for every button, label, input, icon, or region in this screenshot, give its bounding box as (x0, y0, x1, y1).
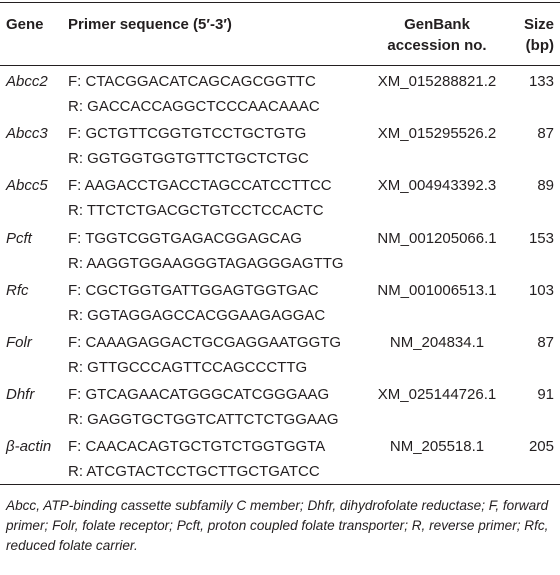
forward-primer: F: CAACACAGTGCTGTCTGGTGGTA (68, 438, 326, 456)
accession-number: NM_001205066.1 (377, 229, 497, 247)
header-size-line2: (bp) (525, 37, 554, 54)
table-bottom-rule (0, 484, 560, 485)
amplicon-size: 205 (528, 438, 554, 456)
header-bottom-rule (0, 65, 560, 66)
forward-primer: F: CGCTGGTGATTGGAGTGGTGAC (68, 281, 319, 299)
gene-name: Dhfr (6, 386, 35, 404)
reverse-primer: R: GACCACCAGGCTCCCAACAAAC (68, 98, 320, 115)
amplicon-size: 87 (537, 334, 554, 351)
accession-number: NM_205518.1 (389, 438, 485, 456)
accession-number: NM_001006513.1 (377, 281, 497, 299)
header-genbank-line1: GenBank (404, 16, 470, 33)
amplicon-size: 91 (537, 386, 554, 404)
amplicon-size: 87 (537, 125, 554, 143)
reverse-primer: R: TTCTCTGACGCTGTCCTCCACTC (68, 202, 324, 220)
forward-primer: F: GTCAGAACATGGGCATCGGGAAG (68, 386, 330, 404)
reverse-primer: R: GTTGCCCAGTTCCAGCCCTTG (68, 359, 308, 376)
table-footnote: Abcc, ATP-binding cassette subfamily C member; Dhfr, dihydrofolate reductase; F, forward primer; Folr, folate receptor; Pcft, proton coupled folate transporter; R, reverse primer; Rfc, reduced folate carrier. (6, 498, 549, 553)
reverse-primer: R: GGTAGGAGCCACGGAAGAGGAC (68, 306, 326, 324)
gene-name: Pcft (6, 229, 32, 247)
accession-number: XM_025144726.1 (377, 386, 497, 404)
amplicon-size: 89 (537, 177, 554, 195)
forward-primer: F: TGGTCGGTGAGACGGAGCAG (68, 229, 302, 247)
accession-number: NM_204834.1 (389, 334, 485, 351)
forward-primer: F: AAGACCTGACCTAGCCATCCTTCC (68, 177, 332, 195)
reverse-primer: R: GGTGGTGGTGTTCTGCTCTGC (68, 150, 309, 168)
table-top-rule (0, 2, 560, 3)
forward-primer: F: GCTGTTCGGTGTCCTGCTGTG (68, 125, 307, 143)
header-size-line1: Size (523, 16, 554, 33)
reverse-primer: R: ATCGTACTCCTGCTTGCTGATCC (68, 463, 320, 481)
forward-primer: F: CAAAGAGGACTGCGAGGAATGGTG (68, 334, 342, 351)
gene-name: Abcc5 (6, 177, 48, 195)
accession-number: XM_004943392.3 (377, 177, 497, 195)
amplicon-size: 103 (528, 281, 554, 299)
reverse-primer: R: GAGGTGCTGGTCATTCTCTGGAAG (68, 411, 339, 429)
accession-number: XM_015295526.2 (377, 125, 497, 143)
gene-name: Abcc3 (6, 125, 48, 143)
amplicon-size: 153 (528, 229, 554, 247)
amplicon-size: 133 (528, 73, 554, 90)
header-gene: Gene (6, 16, 44, 33)
forward-primer: F: CTACGGACATCAGCAGCGGTTC (68, 73, 316, 90)
reverse-primer: R: AAGGTGGAAGGGTAGAGGGAGTTG (68, 254, 344, 272)
header-genbank-line2: accession no. (387, 37, 487, 54)
gene-name: β-actin (6, 438, 52, 456)
gene-name: Folr (6, 334, 32, 351)
header-primer-sequence: Primer sequence (5′-3′) (68, 16, 232, 33)
gene-name: Abcc2 (6, 73, 48, 90)
gene-name: Rfc (6, 281, 29, 299)
accession-number: XM_015288821.2 (377, 73, 497, 90)
